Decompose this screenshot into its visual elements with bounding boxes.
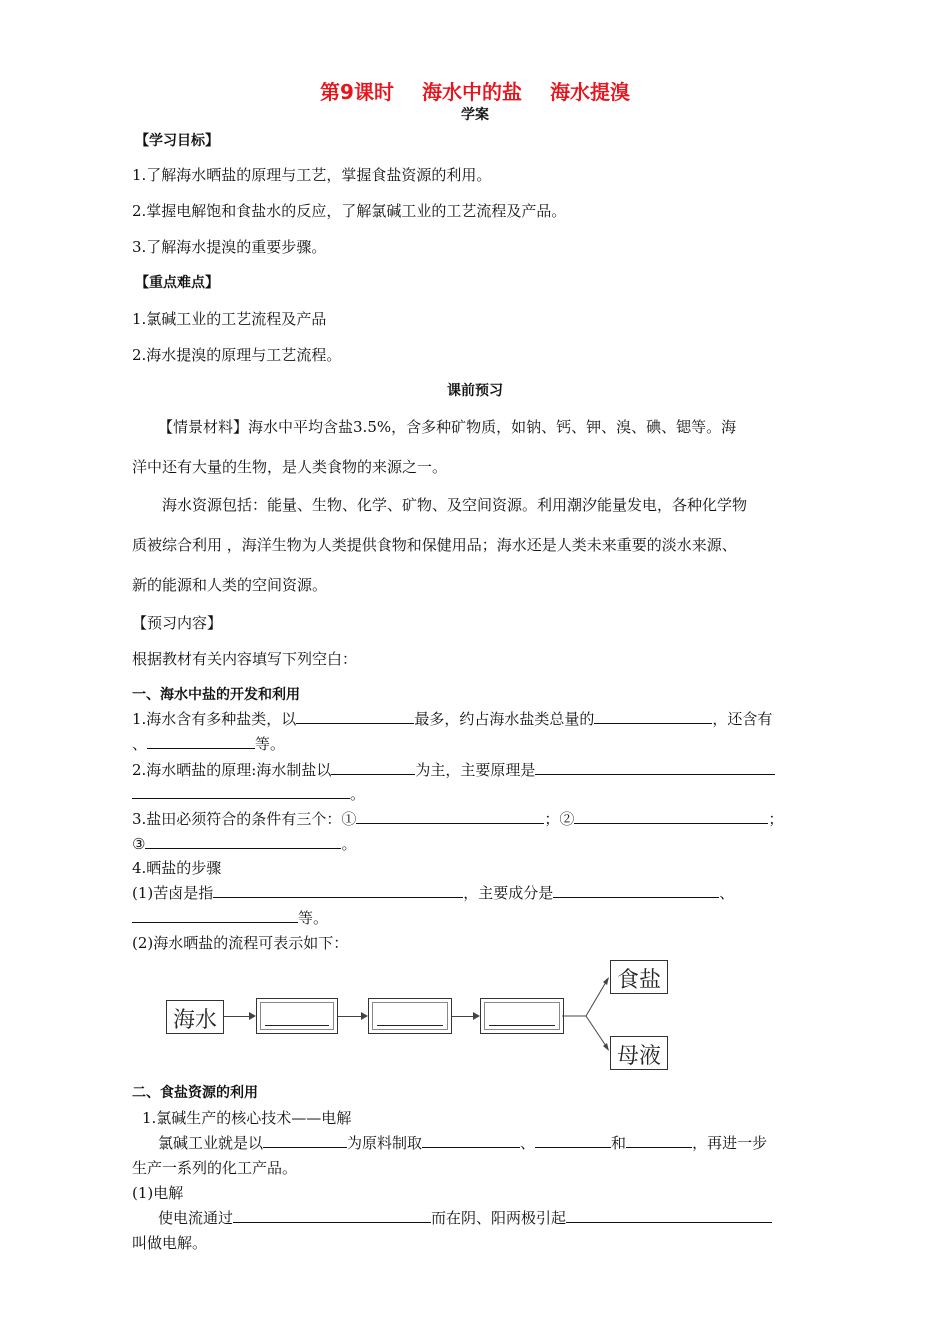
question-1-line-1 <box>132 708 772 729</box>
ca-text-d: 和 <box>611 1134 627 1152</box>
q3-text-e: 。 <box>341 835 357 853</box>
material-paragraph-2-line-3: 新的能源和人类的空间资源。 <box>132 576 328 594</box>
q4-1-blank-1[interactable] <box>213 883 463 898</box>
q4-1-blank-2[interactable] <box>553 883 719 898</box>
ca-blank-4[interactable] <box>626 1133 692 1148</box>
title-topic-salt: 海水中的盐 <box>421 80 522 104</box>
q1-text-a: 1.海水含有多种盐类，以 <box>132 710 297 728</box>
question-4-1-line-1 <box>132 882 734 903</box>
ca-text-b: 为原料制取 <box>347 1134 423 1152</box>
electrolysis-line-2: 叫做电解。 <box>132 1234 208 1252</box>
keypoints-heading: 【重点难点】 <box>135 275 219 291</box>
question-3-line-2 <box>132 833 356 854</box>
flow-box-blank-2[interactable] <box>368 998 452 1034</box>
page-title <box>0 76 950 105</box>
keypoint-item-1: 1.氯碱工业的工艺流程及产品 <box>132 310 327 328</box>
title-topic-bromine: 海水提溴 <box>549 80 630 104</box>
material-paragraph-1-line-1: 【情景材料】海水中平均含盐3.5%，含多种矿物质，如钠、钙、钾、溴、碘、锶等。海 <box>158 418 737 436</box>
objective-item-2: 2.掌握电解饱和食盐水的反应，了解氯碱工业的工艺流程及产品。 <box>132 202 567 220</box>
q1-text-b: 最多，约占海水盐类总量的 <box>414 710 595 728</box>
q4-1-text-b: ，主要成分是 <box>463 884 554 902</box>
question-4-2: (2)海水晒盐的流程可表示如下： <box>132 934 349 952</box>
question-1-line-2 <box>132 733 285 754</box>
electrolysis-heading: (1)电解 <box>132 1184 184 1202</box>
chlor-alkali-line-1 <box>158 1132 767 1153</box>
ca-text-c: 、 <box>520 1134 536 1152</box>
flow-arrow-1 <box>224 1016 254 1017</box>
ca-text-a: 氯碱工业就是以 <box>158 1134 264 1152</box>
q1-blank-1[interactable] <box>296 709 414 724</box>
q2-blank-1[interactable] <box>331 760 415 775</box>
objectives-heading: 【学习目标】 <box>135 133 219 149</box>
q1-text-c: ，还含有 <box>712 710 773 728</box>
material-paragraph-2-line-2: 质被综合利用 ，海洋生物为人类提供食物和保健用品；海水还是人类未来重要的淡水来源、 <box>132 536 737 554</box>
el-blank-1[interactable] <box>233 1208 431 1223</box>
q3-blank-2[interactable] <box>574 809 768 824</box>
flow-label-salt: 食盐 <box>616 968 661 993</box>
ca-blank-2[interactable] <box>422 1133 520 1148</box>
title-lesson: 第9课时 <box>320 80 394 104</box>
question-3-line-1 <box>132 808 783 829</box>
flow-box-blank-1[interactable] <box>256 998 338 1034</box>
q1-text-d: 、 <box>132 735 148 753</box>
question-4: 4.晒盐的步骤 <box>132 859 222 877</box>
q3-blank-1[interactable] <box>356 809 544 824</box>
section2-sub-1: 1.氯碱生产的核心技术——电解 <box>142 1109 352 1127</box>
el-blank-2[interactable] <box>566 1208 772 1223</box>
flow-split-arrows <box>562 970 612 1070</box>
flow-arrow-2 <box>338 1016 366 1017</box>
ca-text-e: ，再进一步 <box>692 1134 768 1152</box>
el-text-a: 使电流通过 <box>158 1209 234 1227</box>
q4-1-text-a: (1)苦卤是指 <box>132 884 214 902</box>
preview-heading: 课前预习 <box>447 383 503 399</box>
flow-label-seawater: 海水 <box>172 1008 217 1033</box>
preview-content-heading: 【预习内容】 <box>132 614 223 632</box>
q2-blank-2[interactable] <box>535 760 775 775</box>
q1-text-e: 等。 <box>255 735 286 753</box>
preview-instruction: 根据教材有关内容填写下列空白： <box>132 650 358 668</box>
objective-item-3: 3.了解海水提溴的重要步骤。 <box>132 238 327 256</box>
q1-blank-2[interactable] <box>594 709 712 724</box>
electrolysis-line-1 <box>158 1207 772 1228</box>
el-text-b: 而在阴、阳两极引起 <box>431 1209 567 1227</box>
section2-heading: 二、食盐资源的利用 <box>132 1085 258 1101</box>
question-4-1-line-2 <box>132 907 328 928</box>
q2-text-b: 为主，主要原理是 <box>415 761 536 779</box>
material-paragraph-1-line-2: 洋中还有大量的生物，是人类食物的来源之一。 <box>132 458 448 476</box>
q2-blank-3[interactable] <box>132 784 350 799</box>
section1-heading: 一、海水中盐的开发和利用 <box>132 687 300 703</box>
q3-blank-3[interactable] <box>145 834 341 849</box>
flow-box-blank-3[interactable] <box>480 998 564 1034</box>
q3-text-c: ； <box>768 810 784 828</box>
page-subtitle: 学案 <box>461 107 489 123</box>
flow-box-mother-liquor <box>610 1036 668 1070</box>
flow-box-salt <box>610 960 668 994</box>
material-paragraph-2-line-1: 海水资源包括：能量、生物、化学、矿物、及空间资源。利用潮汐能量发电，各种化学物 <box>162 496 748 514</box>
q4-1-text-c: 、 <box>719 884 735 902</box>
q3-text-d: ③ <box>132 835 146 853</box>
ca-blank-3[interactable] <box>535 1133 611 1148</box>
q2-text-a: 2.海水晒盐的原理:海水制盐以 <box>132 761 332 779</box>
flow-arrow-3 <box>452 1016 478 1017</box>
q3-text-a: 3.盐田必须符合的条件有三个：① <box>132 810 357 828</box>
q1-blank-3[interactable] <box>147 734 255 749</box>
flow-label-mother-liquor: 母液 <box>616 1044 661 1069</box>
chlor-alkali-line-2: 生产一系列的化工产品。 <box>132 1159 298 1177</box>
ca-blank-1[interactable] <box>263 1133 347 1148</box>
question-2-line-1 <box>132 759 775 780</box>
keypoint-item-2: 2.海水提溴的原理与工艺流程。 <box>132 346 342 364</box>
flow-box-seawater <box>166 1000 224 1034</box>
q2-text-end: 。 <box>350 785 366 803</box>
q4-1-text-e: 等。 <box>298 909 329 927</box>
q3-text-b: ；② <box>544 810 575 828</box>
q4-1-blank-3[interactable] <box>132 908 298 923</box>
objective-item-1: 1.了解海水晒盐的原理与工艺，掌握食盐资源的利用。 <box>132 166 492 184</box>
question-2-line-2 <box>132 783 365 804</box>
